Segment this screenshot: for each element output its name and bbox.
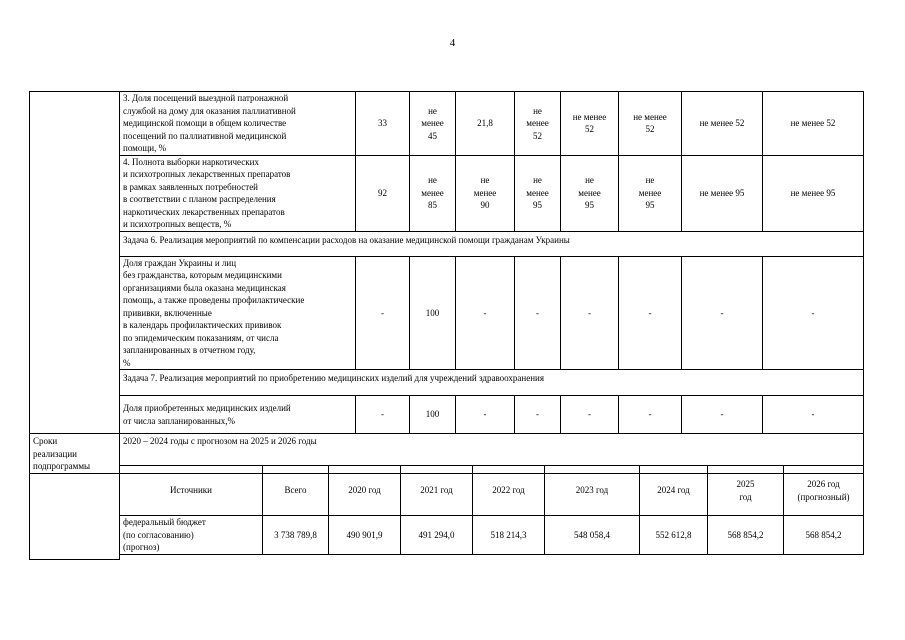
- value-cell: -: [356, 256, 410, 370]
- value-cell: не менее 85: [410, 155, 456, 231]
- funding-value: 3 738 789,8: [263, 516, 329, 555]
- value-cell: -: [682, 256, 763, 370]
- value-cell: -: [561, 256, 619, 370]
- value-cell: -: [356, 396, 410, 434]
- indicator-row: [30, 155, 864, 231]
- funding-source: федеральный бюджет (по согласованию) (прогноз): [120, 516, 263, 555]
- indicator-row: [30, 396, 864, 434]
- funding-value: 491 294,0: [401, 516, 473, 555]
- funding-table: [119, 465, 864, 555]
- value-cell: не менее 95: [682, 155, 763, 231]
- header-total: Всего: [263, 466, 329, 516]
- header-year: 2020 год: [329, 466, 401, 516]
- header-year: 2026 год (прогнозный): [784, 466, 864, 516]
- value-cell: -: [682, 396, 763, 434]
- value-cell: не менее 52: [561, 92, 619, 156]
- left-empty-cell: [30, 473, 120, 559]
- funding-value: 568 854,2: [784, 516, 864, 555]
- indicator-name: Доля граждан Украины и лиц без гражданства, которым медицинскими организациями была оказана медицинская помощь, а также проведены профилактические прививки, включенные в календарь профилактических прививок по эпидемическим показаниям, от числа запланированных в отчетном году, %: [120, 256, 356, 370]
- indicator-name: 3. Доля посещений выездной патронажной службой на дому для оказания паллиативной медицинской помощи в общем количестве посещений по паллиативной медицинской помощи, %: [120, 92, 356, 156]
- value-cell: -: [763, 256, 864, 370]
- funding-value: 568 854,2: [708, 516, 784, 555]
- task-row: [30, 231, 864, 256]
- value-cell: 21,8: [456, 92, 515, 156]
- value-cell: не менее 45: [410, 92, 456, 156]
- value-cell: 33: [356, 92, 410, 156]
- funding-header-row: [120, 466, 864, 516]
- value-cell: не менее 95: [763, 155, 864, 231]
- value-cell: не менее 90: [456, 155, 515, 231]
- task6-title: Задача 6. Реализация мероприятий по компенсации расходов на оказание медицинской помощи гражданам Украины: [120, 231, 864, 256]
- value-cell: не менее 52: [515, 92, 561, 156]
- page-number: 4: [449, 37, 456, 49]
- value-cell: -: [456, 256, 515, 370]
- funding-data-row: [120, 516, 864, 555]
- task7-title: Задача 7. Реализация мероприятий по приобретению медицинских изделий для учреждений здравоохранения: [120, 370, 864, 396]
- value-cell: не менее 52: [763, 92, 864, 156]
- value-cell: -: [515, 396, 561, 434]
- left-empty-cell: [30, 92, 120, 434]
- header-year: 2024 год: [640, 466, 708, 516]
- task-row: [30, 370, 864, 396]
- indicator-name: Доля приобретенных медицинских изделий от числа запланированных,%: [120, 396, 356, 434]
- value-cell: не менее 52: [682, 92, 763, 156]
- funding-value: 490 901,9: [329, 516, 401, 555]
- value-cell: 92: [356, 155, 410, 231]
- indicator-row: [30, 256, 864, 370]
- value-cell: не менее 52: [619, 92, 682, 156]
- funding-value: 548 058,4: [545, 516, 640, 555]
- header-year: 2021 год: [401, 466, 473, 516]
- value-cell: 100: [410, 256, 456, 370]
- value-cell: не менее 95: [619, 155, 682, 231]
- terms-label: Сроки реализации подпрограммы: [30, 434, 120, 474]
- funding-value: 552 612,8: [640, 516, 708, 555]
- indicator-name: 4. Полнота выборки наркотических и психотропных лекарственных препаратов в рамках заявленных потребностей в соответствии с планом распределения наркотических лекарственных препаратов и психотропных веществ, %: [120, 155, 356, 231]
- header-sources: Источники: [120, 466, 263, 516]
- value-cell: -: [456, 396, 515, 434]
- value-cell: -: [619, 396, 682, 434]
- value-cell: -: [619, 256, 682, 370]
- value-cell: -: [561, 396, 619, 434]
- terms-value: 2020 – 2024 годы с прогнозом на 2025 и 2026 годы: [120, 434, 864, 474]
- value-cell: не менее 95: [515, 155, 561, 231]
- header-year: 2025 год: [708, 466, 784, 516]
- header-year: 2023 год: [545, 466, 640, 516]
- value-cell: -: [515, 256, 561, 370]
- indicator-row: [30, 92, 864, 156]
- funding-value: 518 214,3: [473, 516, 545, 555]
- value-cell: не менее 95: [561, 155, 619, 231]
- header-year: 2022 год: [473, 466, 545, 516]
- value-cell: 100: [410, 396, 456, 434]
- value-cell: -: [763, 396, 864, 434]
